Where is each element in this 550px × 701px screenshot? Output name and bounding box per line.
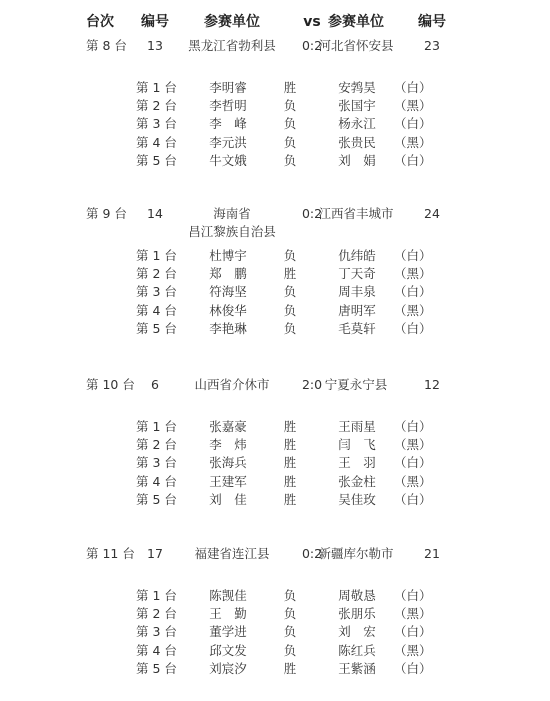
opponent-color: （白）	[394, 320, 432, 336]
board-number: 第 2 台	[136, 606, 177, 622]
right-team-number: 24	[424, 206, 440, 221]
opponent-name: 王雨星	[338, 419, 376, 434]
opponent-name: 安鹁昊	[338, 80, 376, 95]
opponent-name: 张金柱	[338, 473, 376, 489]
board-result: 胜	[283, 419, 297, 434]
right-team-number: 21	[424, 546, 440, 561]
board-number: 第 1 台	[136, 80, 177, 95]
opponent-color: （白）	[394, 455, 432, 471]
opponent-color: （白）	[394, 80, 432, 95]
opponent-name: 周敬恳	[338, 588, 376, 603]
opponent-name: 王紫涵	[338, 660, 376, 676]
left-team-number: 6	[151, 377, 159, 392]
opponent-name: 刘 宏	[338, 624, 376, 640]
player-name: 董学进	[209, 624, 247, 640]
opponent-color: （黑）	[394, 266, 432, 282]
opponent-color: （黑）	[394, 606, 432, 622]
opponent-color: （黑）	[394, 98, 432, 114]
board-number: 第 5 台	[136, 320, 177, 336]
opponent-name: 闫 飞	[338, 437, 376, 453]
board-number: 第 2 台	[136, 98, 177, 114]
header-table-column: 台次	[86, 14, 114, 30]
player-name: 刘宸汐	[209, 660, 247, 676]
player-name: 邱文发	[209, 642, 247, 658]
header-vs: vs	[303, 14, 321, 30]
header-number-left: 编号	[141, 14, 169, 30]
board-number: 第 1 台	[136, 588, 177, 603]
board-number: 第 3 台	[136, 116, 177, 132]
board-result: 负	[283, 116, 297, 132]
header-number-right: 编号	[418, 14, 446, 30]
opponent-color: （白）	[394, 248, 432, 263]
board-number: 第 4 台	[136, 302, 177, 318]
player-name: 林俊华	[209, 302, 247, 318]
opponent-name: 丁天奇	[338, 266, 376, 282]
board-result: 负	[283, 98, 297, 114]
left-team-unit: 山西省介休市	[194, 377, 270, 392]
player-name: 张海兵	[209, 455, 247, 471]
match-score: 0:2	[301, 206, 323, 221]
board-result: 负	[283, 152, 297, 168]
opponent-color: （白）	[394, 284, 432, 300]
opponent-name: 王 羽	[338, 455, 376, 471]
opponent-color: （黑）	[394, 473, 432, 489]
right-team-unit: 宁夏永宁县	[324, 377, 388, 392]
opponent-color: （黑）	[394, 302, 432, 318]
player-name: 刘 佳	[209, 491, 247, 507]
board-number: 第 1 台	[136, 248, 177, 263]
player-name: 李哲明	[209, 98, 247, 114]
match-table-label: 第 10 台	[86, 377, 135, 392]
opponent-name: 张朋乐	[338, 606, 376, 622]
board-number: 第 2 台	[136, 437, 177, 453]
board-result: 负	[283, 248, 297, 263]
player-name: 王 勤	[209, 606, 247, 622]
board-result: 负	[283, 624, 297, 640]
player-name: 郑 鹏	[209, 266, 247, 282]
match-score: 2:0	[301, 377, 323, 392]
opponent-color: （黑）	[394, 642, 432, 658]
opponent-color: （黑）	[394, 134, 432, 150]
opponent-name: 刘 娟	[338, 152, 376, 168]
opponent-name: 仇纬皓	[338, 248, 376, 263]
right-team-unit: 江西省丰城市	[318, 206, 394, 221]
player-name: 陈觊佳	[209, 588, 247, 603]
player-name: 李明睿	[209, 80, 247, 95]
board-result: 负	[283, 134, 297, 150]
opponent-name: 陈红兵	[338, 642, 376, 658]
player-name: 牛文娥	[209, 152, 247, 168]
match-table-label: 第 9 台	[86, 206, 127, 221]
board-result: 胜	[283, 660, 297, 676]
board-result: 胜	[283, 266, 297, 282]
opponent-name: 张国宇	[338, 98, 376, 114]
board-result: 负	[283, 302, 297, 318]
match-table-label: 第 11 台	[86, 546, 135, 561]
board-result: 负	[283, 606, 297, 622]
match-score: 0:2	[301, 546, 323, 561]
opponent-color: （白）	[394, 660, 432, 676]
board-result: 胜	[283, 491, 297, 507]
opponent-color: （白）	[394, 116, 432, 132]
left-team-number: 14	[147, 206, 163, 221]
left-team-unit: 昌江黎族自治县	[188, 224, 276, 239]
board-number: 第 2 台	[136, 266, 177, 282]
player-name: 王建军	[209, 473, 247, 489]
player-name: 张嘉豪	[209, 419, 247, 434]
header-unit-left: 参赛单位	[204, 14, 260, 30]
player-name: 李 峰	[209, 116, 247, 132]
board-number: 第 4 台	[136, 134, 177, 150]
board-number: 第 5 台	[136, 660, 177, 676]
opponent-color: （黑）	[394, 437, 432, 453]
left-team-unit: 海南省	[213, 206, 251, 221]
board-result: 负	[283, 588, 297, 603]
right-team-number: 23	[424, 38, 440, 53]
opponent-name: 吴佳玫	[338, 491, 376, 507]
right-team-number: 12	[424, 377, 440, 392]
opponent-name: 唐明军	[338, 302, 376, 318]
board-number: 第 3 台	[136, 455, 177, 471]
right-team-unit: 新疆库尔勒市	[318, 546, 394, 561]
board-result: 胜	[283, 473, 297, 489]
player-name: 李艳琳	[209, 320, 247, 336]
board-number: 第 4 台	[136, 642, 177, 658]
board-number: 第 5 台	[136, 491, 177, 507]
match-score: 0:2	[301, 38, 323, 53]
player-name: 杜博宇	[209, 248, 247, 263]
opponent-color: （白）	[394, 419, 432, 434]
opponent-color: （白）	[394, 491, 432, 507]
left-team-unit: 福建省连江县	[194, 546, 270, 561]
board-result: 负	[283, 320, 297, 336]
right-team-unit: 河北省怀安县	[318, 38, 394, 53]
left-team-number: 17	[147, 546, 163, 561]
opponent-color: （白）	[394, 152, 432, 168]
board-number: 第 4 台	[136, 473, 177, 489]
board-result: 胜	[283, 455, 297, 471]
board-number: 第 3 台	[136, 284, 177, 300]
header-unit-right: 参赛单位	[328, 14, 384, 30]
opponent-color: （白）	[394, 588, 432, 603]
opponent-name: 杨永江	[338, 116, 376, 132]
player-name: 李元洪	[209, 134, 247, 150]
match-table-label: 第 8 台	[86, 38, 127, 53]
opponent-name: 周丰泉	[338, 284, 376, 300]
opponent-name: 张贵民	[338, 134, 376, 150]
board-number: 第 5 台	[136, 152, 177, 168]
board-result: 负	[283, 284, 297, 300]
opponent-color: （白）	[394, 624, 432, 640]
left-team-unit: 黑龙江省勃利县	[188, 38, 276, 53]
player-name: 李 炜	[209, 437, 247, 453]
opponent-name: 毛莫轩	[338, 320, 376, 336]
board-number: 第 1 台	[136, 419, 177, 434]
board-result: 胜	[283, 80, 297, 95]
player-name: 符海坚	[209, 284, 247, 300]
board-number: 第 3 台	[136, 624, 177, 640]
left-team-number: 13	[147, 38, 163, 53]
board-result: 负	[283, 642, 297, 658]
board-result: 胜	[283, 437, 297, 453]
